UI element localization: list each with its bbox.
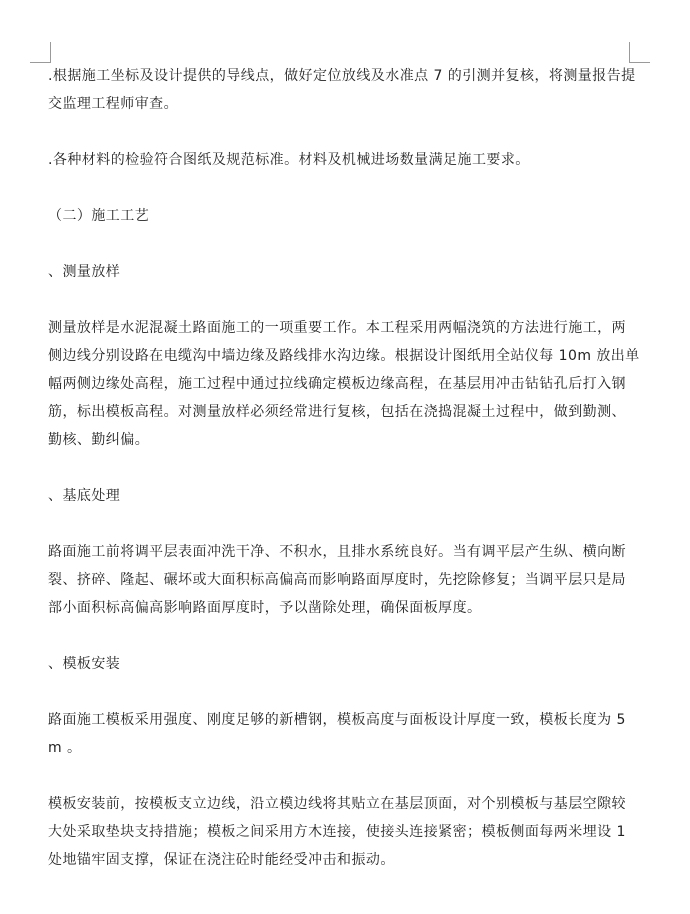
paragraph-formwork-installation (48, 790, 644, 874)
text-line: 幅两侧边缘处高程，施工过程中通过拉线确定模板边缘高程，在基层用冲击钻钻孔后打入钢 (48, 376, 626, 392)
crop-mark-top-left (30, 42, 51, 63)
text-line: 路面施工前将调平层表面冲洗干净、不积水，且排水系统良好。当有调平层产生纵、横向断 (48, 544, 626, 560)
subheading-base-treatment (48, 482, 644, 510)
heading-text: 、基底处理 (48, 488, 121, 504)
text-line: 交监理工程师审查。 (48, 96, 179, 112)
text-line: 侧边线分别设路在电缆沟中墙边缘及路线排水沟边缘。根据设计图纸用全站仪每 10m 放出单 (48, 348, 640, 364)
paragraph-survey-control (48, 62, 644, 118)
subheading-formwork (48, 650, 644, 678)
text-line: 模板安装前，按模板支立边线，沿立模边线将其贴立在基层顶面，对个别模板与基层空隙较 (48, 796, 626, 812)
crop-mark-top-right (629, 42, 650, 63)
heading-text: 、测量放样 (48, 264, 121, 280)
paragraph-survey-body (48, 314, 644, 454)
paragraph-materials (48, 146, 644, 174)
section-heading-process (48, 202, 644, 230)
text-line: 测量放样是水泥混凝土路面施工的一项重要工作。本工程采用两幅浇筑的方法进行施工，两 (48, 320, 626, 336)
text-line: .各种材料的检验符合图纸及规范标准。材料及机械进场数量满足施工要求。 (48, 152, 530, 168)
text-line: 路面施工模板采用强度、刚度足够的新槽钢，模板高度与面板设计厚度一致，模板长度为 5 (48, 712, 626, 728)
text-line: 部小面积标高偏高影响路面厚度时，予以凿除处理，确保面板厚度。 (48, 600, 482, 616)
text-line: .根据施工坐标及设计提供的导线点，做好定位放线及水准点 7 的引测并复核，将测量报告提 (48, 68, 636, 84)
text-line: 勤核、勤纠偏。 (48, 432, 150, 448)
text-line: 大处采取垫块支持措施；模板之间采用方木连接，使接头连接紧密；模板侧面每两米埋设 1 (48, 824, 626, 840)
text-line: m 。 (48, 740, 82, 756)
paragraph-formwork-material (48, 706, 644, 762)
text-line: 筋，标出模板高程。对测量放样必须经常进行复核，包括在浇捣混凝土过程中，做到勤测、 (48, 404, 626, 420)
heading-text: （二）施工工艺 (48, 208, 150, 224)
text-line: 裂、挤碎、隆起、碾坏或大面积标高偏高而影响路面厚度时，先挖除修复；当调平层只是局 (48, 572, 626, 588)
paragraph-base-treatment-body (48, 538, 644, 622)
text-line: 处地锚牢固支撑，保证在浇注砼时能经受冲击和振动。 (48, 852, 395, 868)
subheading-survey (48, 258, 644, 286)
heading-text: 、模板安装 (48, 656, 121, 672)
